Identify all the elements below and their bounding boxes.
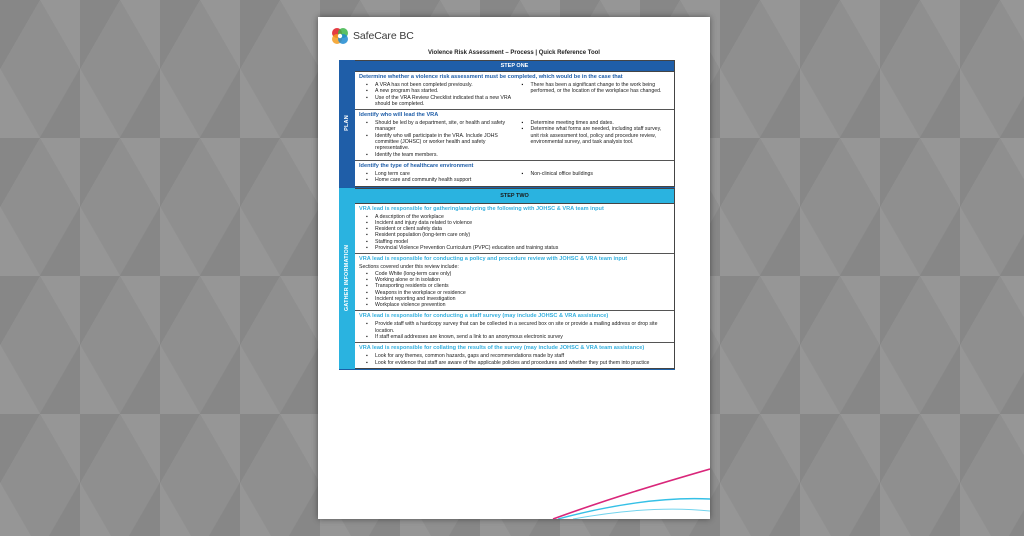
list-item: ▪ If staff email addresses are known, send a link to an anonymous electronic survey [375,334,670,340]
list-item: ▪ Determine what forms are needed, including staff survey, unit risk assessment tool, policy and procedure review, environmental survey, and task analysis tool. [531,126,671,145]
block-subheading: Sections covered under this review include: [359,264,459,271]
plan-side-label: PLAN [339,60,355,187]
step-one-block-determine [355,72,674,110]
list-item: ▪ Weapons in the workplace or residence [375,290,670,296]
list-item: ▪ Identify who will participate in the VRA. Include JOHS committee (JOHSC) or worker health and safety representative. [375,133,515,152]
list-item: ▪ There has been a significant change to the work being performed, or the location of the workplace has changed. [531,82,671,95]
step-two-block-survey [355,311,674,343]
list-item: ▪ Incident reporting and investigation [375,296,670,302]
document-page [318,17,710,519]
step-one-block-lead [355,110,674,161]
step-two-section [339,188,675,370]
list-item: ▪ A VRA has not been completed previously. [375,82,515,88]
process-table [339,60,675,370]
safecare-logo [330,26,414,46]
list-item: ▪ Incident and injury data related to violence [375,220,670,226]
step-two-block-collating [355,343,674,368]
list-item: ▪ Non-clinical office buildings [531,171,671,177]
block-heading: Identify the type of healthcare environment [359,162,474,169]
block-heading: Identify who will lead the VRA [359,112,439,119]
gather-side-label: GATHER INFORMATION [339,188,355,369]
step-one-block-environment [355,161,674,186]
list-item: ▪ Look for any themes, common hazards, gaps and recommendations made by staff [375,353,670,359]
list-item: ▪ Provincial Violence Prevention Curriculum (PVPC) education and training status [375,245,670,251]
list-item: ▪ Resident or client safety data [375,226,670,232]
step-one-header: STEP ONE [355,61,674,72]
block-heading: VRA lead is responsible for conducting a staff survey (may include JOHSC & VRA assistance) [359,313,609,320]
block-heading: VRA lead is responsible for conducting a policy and procedure review with JOHSC & VRA team input [359,256,628,263]
decorative-swoosh [318,459,710,519]
list-item: ▪ Provide staff with a hardcopy survey that can be collected in a secured box on site or provide a mailing address or drop site location. [375,321,670,334]
brand-name: SafeCare BC [353,30,414,42]
block-heading: VRA lead is responsible for gathering/analyzing the following with JOHSC & VRA team input [359,205,604,212]
list-item: ▪ Staffing model [375,239,670,245]
list-item: ▪ Look for evidence that staff are aware of the applicable policies and procedures and whether they put them into practice [375,360,670,366]
block-heading: VRA lead is responsible for collating the results of the survey (may include JOHSC & VRA team assistance) [359,345,645,352]
block-heading: Determine whether a violence risk assessment must be completed, which would be in the case that [359,74,623,80]
list-item: ▪ Long term care [375,171,515,177]
list-item: ▪ Home care and community health support [375,177,515,183]
document-title: Violence Risk Assessment – Process | Quick Reference Tool [428,50,600,56]
list-item: ▪ Identify the team members. [375,152,515,158]
list-item: ▪ Resident population (long-term care only) [375,232,670,238]
list-item: ▪ Working alone or in isolation [375,277,670,283]
list-item: ▪ Use of the VRA Review Checklist indicated that a new VRA should be completed. [375,95,515,108]
list-item: ▪ Transporting residents or clients [375,283,670,289]
step-two-block-gathering [355,204,674,255]
list-item: ▪ A new program has started. [375,88,515,94]
list-item: ▪ Code White (long-term care only) [375,271,670,277]
step-one-section [339,60,675,188]
list-item: ▪ A description of the workplace [375,214,670,220]
step-two-block-policy [355,254,674,311]
list-item: ▪ Determine meeting times and dates. [531,120,671,126]
list-item: ▪ Workplace violence prevention [375,302,670,308]
step-two-header: STEP TWO [355,189,674,204]
list-item: ▪ Should be led by a department, site, or health and safety manager [375,120,515,133]
safecare-logo-icon [330,26,350,46]
